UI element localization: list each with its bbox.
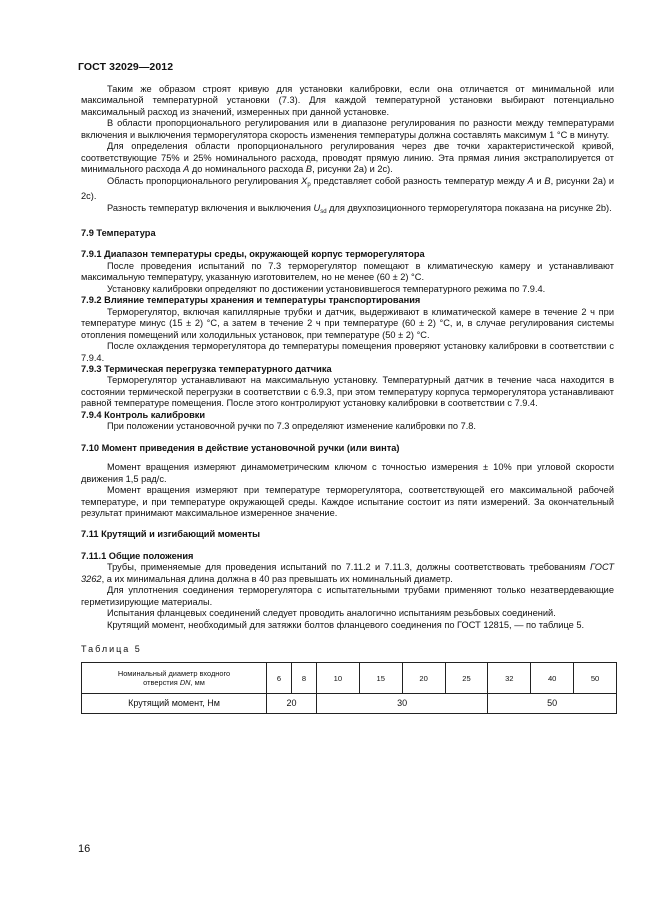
paragraph: В области пропорционального регулирования или в диапазоне регулирования по разности между температурами включения и выключения терморегулятора скорость изменения температуры должна составлять максимум 1 °С в минуту. (81, 118, 614, 140)
paragraph: Для определения области пропорционального регулирования через две точки характеристической кривой, соответствующие 75% и 25% номинального расхода, проводят прямую линию. Эта прямая линия экстраполируется от минимального расхода А до номинального расхода В, рисунки 2а) и 2с). (81, 141, 614, 175)
table-cell: 50 (488, 694, 617, 714)
section-heading: 7.10 Момент приведения в действие установочной ручки (или винта) (81, 442, 400, 453)
table-cell: 15 (359, 663, 402, 694)
paragraph: Крутящий момент, необходимый для затяжки болтов фланцевого соединения по ГОСТ 12815, — по таблице 5. (107, 619, 585, 630)
table-caption: Таблица 5 (81, 644, 142, 655)
section-heading: 7.9.1 Диапазон температуры среды, окружающей корпус терморегулятора (81, 249, 425, 260)
table-row-label: Крутящий момент, Нм (82, 694, 267, 714)
table-cell: 6 (267, 663, 292, 694)
section-heading: 7.9.4 Контроль калибровки (81, 409, 206, 420)
page-number: 16 (78, 843, 91, 855)
table-cell: 40 (531, 663, 574, 694)
section-heading: 7.11 Крутящий и изгибающий моменты (81, 529, 261, 540)
paragraph: Испытания фланцевых соединений следует проводить аналогично испытаниям резьбовых соединений. (107, 608, 556, 619)
paragraph: При положении установочной ручки по 7.3 определяют изменение калибровки по 7.8. (107, 421, 476, 432)
table-5 (81, 662, 617, 714)
section-heading: 7.9 Температура (81, 227, 156, 238)
paragraph: Таким же образом строят кривую для установки калибровки, если она отличается от минимальной или максимальной температурной установки (7.3). Для каждой температурной установки выбирают потенциально максимальный расход из значений, измеренных при данной установке. (81, 84, 614, 117)
section-heading: 7.11.1 Общие положения (81, 550, 194, 561)
table-header-label: Номинальный диаметр входного отверстия DN, мм (82, 663, 267, 694)
section-heading: 7.9.2 Влияние температуры хранения и температуры транспортирования (81, 295, 421, 306)
table-row (82, 663, 617, 694)
table-cell: 20 (402, 663, 445, 694)
paragraph: После проведения испытаний по 7.3 терморегулятор помещают в климатическую камеру и устанавливают максимальную температуру, указанную изготовителем, но не менее (60 ± 2) °С. (81, 260, 614, 283)
paragraph: Терморегулятор, включая капиллярные трубки и датчик, выдерживают в климатической камере в течение 2 ч при температуре минус (15 ± 2) °С, а затем в течение 2 ч при температуре (60 ± 2) °С, и, в случае регулирования системы отопления помещений или холодильных установок, при температуре (50 ± 2) °С. (81, 306, 614, 340)
paragraph: Разность температур включения и выключения $U_{sd}$ для двухпозиционного терморегулятора показана на рисунке 2b). (107, 202, 612, 215)
paragraph: Трубы, применяемые для проведения испытаний по 7.11.2 и 7.11.3, должны соответствовать требованиям ГОСТ 3262, а их минимальная длина должна в 40 раз превышать их номинальный диаметр. (81, 562, 614, 584)
table-row (82, 694, 617, 714)
paragraph: Момент вращения измеряют динамометрическим ключом с точностью измерения ± 10% при угловой скорости движения 1,5 рад/с. (81, 462, 614, 484)
paragraph: Терморегулятор устанавливают на максимальную установку. Температурный датчик в течение часа находится в состоянии термической перегрузки в соответствии с 6.9.3, при этом температуру корпуса терморегулятора устанавливают равной температуре помещения. После этого контролируют установку калибровки в соответствии с 7.9.4. (81, 375, 614, 409)
paragraph: Для уплотнения соединения терморегулятора с испытательными трубами применяют только незатвердевающие герметизирующие материалы. (81, 585, 614, 607)
section-heading: 7.9.3 Термическая перегрузка температурного датчика (81, 363, 332, 374)
paragraph: Момент вращения измеряют при температуре терморегулятора, соответствующей его максимальной рабочей температуре, и при температуре окружающей среды. Каждое испытание состоит из пяти измерений. За окончательный результат принимают максимальное измеренное значение. (81, 485, 614, 518)
table-cell: 8 (291, 663, 316, 694)
document-header: ГОСТ 32029—2012 (78, 61, 174, 73)
paragraph: Область пропорционального регулирования $X_p$ представляет собой разность температур между А и В, рисунки 2а) и 2с). (81, 175, 614, 202)
table-cell: 25 (445, 663, 488, 694)
document-body (81, 84, 614, 714)
table-cell: 10 (316, 663, 359, 694)
table-cell: 30 (316, 694, 487, 714)
paragraph: Установку калибровки определяют по достижении установившегося температурного режима по 7.9.4. (107, 283, 546, 294)
paragraph: После охлаждения терморегулятора до температуры помещения проверяют установку калибровки в соответствии с 7.9.4. (81, 341, 614, 363)
table-cell: 20 (267, 694, 317, 714)
table-cell: 32 (488, 663, 531, 694)
table-cell: 50 (574, 663, 617, 694)
